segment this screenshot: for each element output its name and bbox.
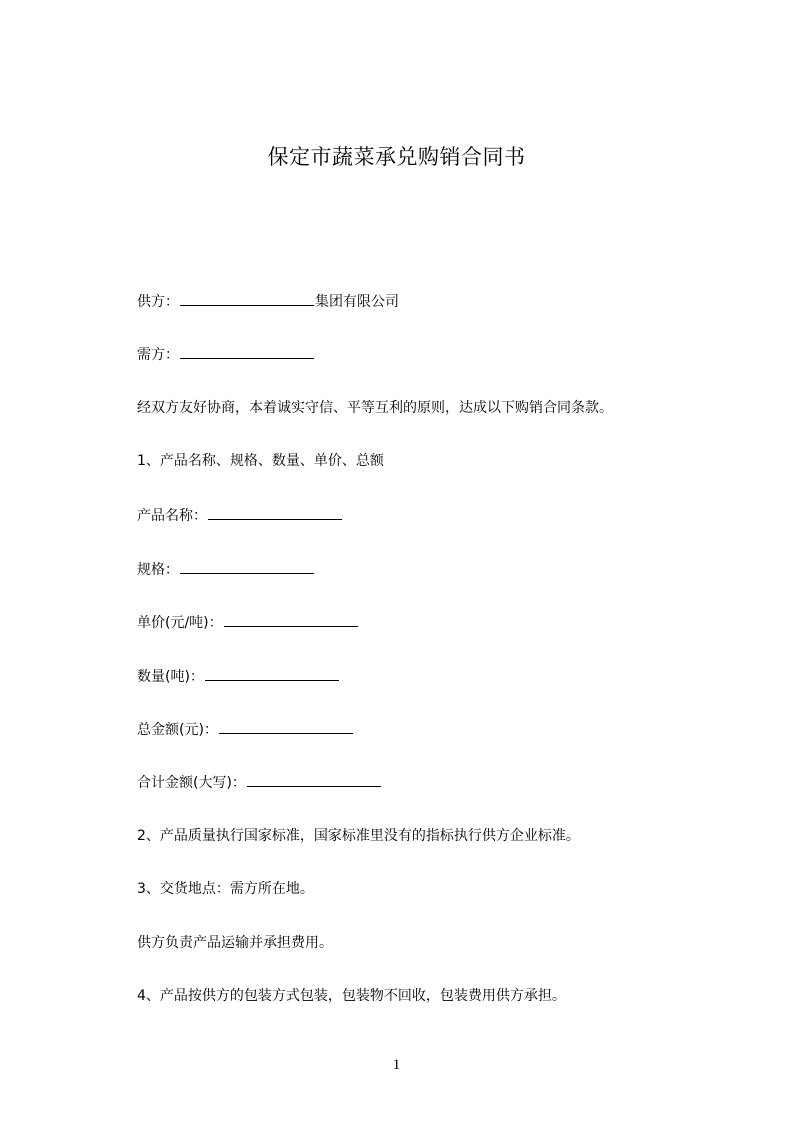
clause-3: 3、交货地点：需方所在地。 [137,881,314,897]
total-in-words-blank [247,772,381,787]
clause-4: 4、产品按供方的包装方式包装，包装物不回收，包装费用供方承担。 [137,988,566,1004]
total-in-words-label: 合计金额(大写)： [137,775,246,791]
supplier-line [137,291,399,312]
quantity-label: 数量(吨)： [137,669,204,685]
product-name-line [137,505,343,526]
total-amount-label: 总金额(元)： [137,722,218,738]
document-title: 保定市蔬菜承兑购销合同书 [267,145,526,169]
supplier-blank [180,291,314,306]
page-number: 1 [392,1057,401,1073]
unit-price-line [137,612,359,633]
product-name-label: 产品名称： [137,508,207,524]
total-amount-line [137,719,354,740]
spec-blank [180,559,314,574]
clause-2: 2、产品质量执行国家标准，国家标准里没有的指标执行供方企业标准。 [137,828,580,844]
intro-paragraph: 经双方友好协商，本着诚实守信、平等互利的原则，达成以下购销合同条款。 [137,400,613,416]
product-name-blank [208,505,342,520]
total-amount-blank [219,719,353,734]
spec-label: 规格： [137,562,179,578]
buyer-label: 需方： [137,347,179,363]
total-in-words-line [137,772,382,793]
buyer-line [137,344,315,365]
quantity-blank [205,666,339,681]
supplier-suffix: 集团有限公司 [315,294,399,310]
section1-heading: 1、产品名称、规格、数量、单价、总额 [137,453,384,469]
spec-line [137,559,315,580]
supplier-label: 供方： [137,294,179,310]
transport-note: 供方负责产品运输并承担费用。 [137,935,333,951]
buyer-blank [180,344,314,359]
unit-price-blank [224,612,358,627]
unit-price-label: 单价(元/吨)： [137,615,223,631]
quantity-line [137,666,340,687]
